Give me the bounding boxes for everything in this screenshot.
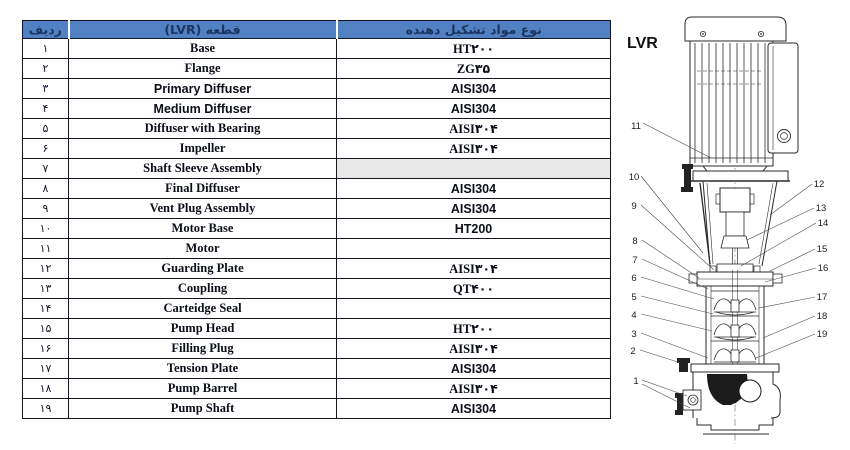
part-name: Diffuser with Bearing [69, 119, 337, 139]
table-row [23, 79, 611, 99]
table-row [23, 59, 611, 79]
table-row [23, 339, 611, 359]
callout-19: 19 [816, 329, 828, 340]
row-number: ۳ [23, 79, 69, 99]
table-row [23, 239, 611, 259]
table-row [23, 319, 611, 339]
table-row [23, 279, 611, 299]
material-value: AISI304 [337, 79, 611, 99]
pump-head-drawing [689, 264, 782, 286]
row-number: ۱۶ [23, 339, 69, 359]
material-value [337, 159, 611, 179]
material-value: HT200 [337, 219, 611, 239]
material-value: AISI۳۰۴ [337, 119, 611, 139]
callout-7: 7 [632, 255, 638, 266]
callout-16: 16 [817, 263, 829, 274]
part-name: Motor [69, 239, 337, 259]
table-row [23, 359, 611, 379]
part-name: Pump Barrel [69, 379, 337, 399]
table-row [23, 379, 611, 399]
row-number: ۱۱ [23, 239, 69, 259]
table-row [23, 399, 611, 419]
callout-11: 11 [631, 121, 641, 132]
callout-3: 3 [631, 329, 637, 340]
part-name: Shaft Sleeve Assembly [69, 159, 337, 179]
row-number: ۱۷ [23, 359, 69, 379]
row-number: ۱ [23, 39, 69, 59]
material-value: AISI304 [337, 179, 611, 199]
part-name: Coupling [69, 279, 337, 299]
part-name: Pump Head [69, 319, 337, 339]
part-name: Final Diffuser [69, 179, 337, 199]
row-number: ۱۵ [23, 319, 69, 339]
material-value: QT۴۰۰ [337, 279, 611, 299]
header-material-type: نوع مواد تشکیل دهنده [337, 21, 611, 39]
row-number: ۱۴ [23, 299, 69, 319]
part-name: Primary Diffuser [69, 79, 337, 99]
material-value: HT۲۰۰ [337, 319, 611, 339]
part-name: Flange [69, 59, 337, 79]
part-name: Pump Shaft [69, 399, 337, 419]
material-value [337, 299, 611, 319]
row-number: ۱۹ [23, 399, 69, 419]
row-number: ۵ [23, 119, 69, 139]
callout-10: 10 [628, 172, 640, 183]
callout-17: 17 [816, 292, 828, 303]
material-value [337, 239, 611, 259]
table-row [23, 139, 611, 159]
row-number: ۸ [23, 179, 69, 199]
table-row [23, 119, 611, 139]
row-number: ۲ [23, 59, 69, 79]
table-row [23, 259, 611, 279]
header-row [23, 21, 611, 39]
table-row [23, 179, 611, 199]
material-value: AISI۳۰۴ [337, 339, 611, 359]
part-name: Motor Base [69, 219, 337, 239]
material-value: AISI۳۰۴ [337, 139, 611, 159]
row-number: ۹ [23, 199, 69, 219]
header-part-lvr: قطعه (LVR) [69, 21, 337, 39]
material-value: AISI304 [337, 359, 611, 379]
part-name: Base [69, 39, 337, 59]
material-value: ZG۳۵ [337, 59, 611, 79]
callout-5: 5 [631, 292, 637, 303]
material-value: AISI۳۰۴ [337, 379, 611, 399]
part-name: Guarding Plate [69, 259, 337, 279]
material-value: HT۲۰۰ [337, 39, 611, 59]
material-value: AISI304 [337, 199, 611, 219]
table-row [23, 99, 611, 119]
pump-base-drawing [675, 358, 780, 434]
row-number: ۱۰ [23, 219, 69, 239]
pump-cross-section-diagram [613, 8, 850, 448]
parts-materials-table [22, 20, 611, 419]
diagram-model-label: LVR [627, 35, 658, 52]
row-number: ۴ [23, 99, 69, 119]
part-name: Filling Plug [69, 339, 337, 359]
row-number: ۶ [23, 139, 69, 159]
table-header [23, 21, 611, 39]
callout-2: 2 [630, 346, 636, 357]
part-name: Tension Plate [69, 359, 337, 379]
part-name: Carteidge Seal [69, 299, 337, 319]
callout-12: 12 [813, 179, 825, 190]
row-number: ۱۸ [23, 379, 69, 399]
table-row [23, 159, 611, 179]
table-row [23, 219, 611, 239]
header-row-number: ردیف [23, 21, 69, 39]
material-value: AISI304 [337, 399, 611, 419]
callout-9: 9 [631, 201, 637, 212]
callout-6: 6 [631, 273, 637, 284]
callout-4: 4 [631, 310, 637, 321]
part-name: Impeller [69, 139, 337, 159]
table-row [23, 39, 611, 59]
lantern-coupling-drawing [700, 181, 777, 270]
motor-drawing [685, 17, 798, 171]
parts-table-body [23, 39, 611, 419]
callout-15: 15 [816, 244, 828, 255]
callout-8: 8 [632, 236, 638, 247]
row-number: ۱۲ [23, 259, 69, 279]
callout-1: 1 [633, 376, 639, 387]
callout-14: 14 [817, 218, 829, 229]
part-name: Vent Plug Assembly [69, 199, 337, 219]
part-name: Medium Diffuser [69, 99, 337, 119]
table-row [23, 299, 611, 319]
row-number: ۱۳ [23, 279, 69, 299]
row-number: ۷ [23, 159, 69, 179]
material-value: AISI304 [337, 99, 611, 119]
callout-18: 18 [816, 311, 828, 322]
material-value: AISI۳۰۴ [337, 259, 611, 279]
table-row [23, 199, 611, 219]
callout-13: 13 [815, 203, 827, 214]
